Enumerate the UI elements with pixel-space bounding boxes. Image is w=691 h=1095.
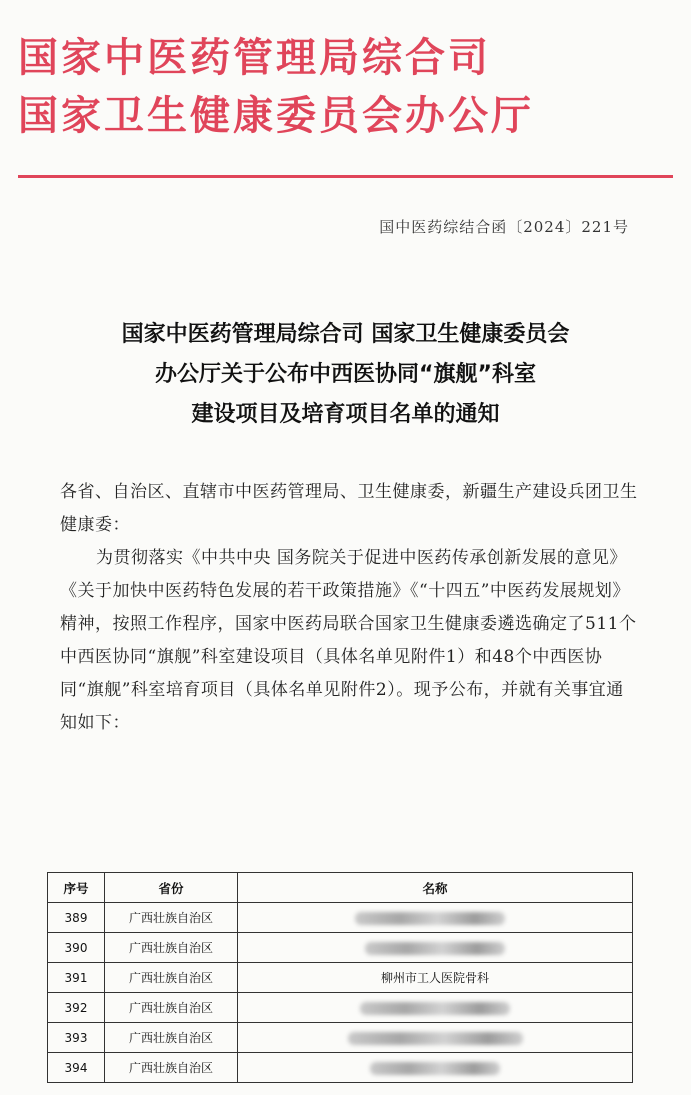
cell-no: 390 xyxy=(48,933,105,963)
table-row xyxy=(48,1023,633,1053)
table-row xyxy=(48,1053,633,1083)
cell-province: 广西壮族自治区 xyxy=(105,1053,238,1083)
issuer-line-1: 国家中医药管理局综合司 xyxy=(18,35,491,81)
title-line-1: 国家中医药管理局综合司 国家卫生健康委员会 xyxy=(121,322,570,347)
title-line-2: 办公厅关于公布中西医协同“旗舰”科室 xyxy=(155,362,536,387)
redaction-blur xyxy=(360,1002,510,1015)
cell-name-redacted xyxy=(238,903,633,933)
table-header-row xyxy=(48,873,633,903)
cell-no: 392 xyxy=(48,993,105,1023)
cell-province: 广西壮族自治区 xyxy=(105,1023,238,1053)
redaction-blur xyxy=(365,942,505,955)
title-line-3: 建设项目及培育项目名单的通知 xyxy=(191,402,500,427)
cell-no: 393 xyxy=(48,1023,105,1053)
salutation: 各省、自治区、直辖市中医药管理局、卫生健康委，新疆生产建设兵团卫生健康委： xyxy=(60,482,638,535)
header-name: 名称 xyxy=(238,873,633,903)
cell-no: 394 xyxy=(48,1053,105,1083)
table-row xyxy=(48,903,633,933)
redaction-blur xyxy=(348,1032,523,1045)
table-row xyxy=(48,933,633,963)
issuer-line-2: 国家卫生健康委员会办公厅 xyxy=(18,93,534,139)
table-row xyxy=(48,963,633,993)
cell-province: 广西壮族自治区 xyxy=(105,933,238,963)
cell-name: 柳州市工人医院骨科 xyxy=(238,963,633,993)
cell-province: 广西壮族自治区 xyxy=(105,903,238,933)
redaction-blur xyxy=(355,912,505,925)
document-number: 国中医药综结合函〔2024〕221号 xyxy=(379,218,629,236)
table-row xyxy=(48,993,633,1023)
redaction-blur xyxy=(370,1062,500,1075)
cell-name-redacted xyxy=(238,1023,633,1053)
header-no: 序号 xyxy=(48,873,105,903)
paragraph-1: 为贯彻落实《中共中央 国务院关于促进中医药传承创新发展的意见》《关于加快中医药特色发展的若干政策措施》《“十四五”中医药发展规划》精神，按照工作程序，国家中医药局联合国家卫生健康委遴选确定了511个中西医协同“旗舰”科室建设项目（具体名单见附件1）和48个中西医协同“旗舰”科室培育项目（具体名单见附件2）。现予公布，并就有关事宜通知如下： xyxy=(60,548,637,733)
cell-name-redacted xyxy=(238,933,633,963)
document-title xyxy=(0,315,691,435)
cell-no: 389 xyxy=(48,903,105,933)
cell-name-redacted xyxy=(238,1053,633,1083)
cell-name-redacted xyxy=(238,993,633,1023)
project-list-table xyxy=(47,872,633,1083)
red-divider xyxy=(18,175,673,178)
cell-no: 391 xyxy=(48,963,105,993)
cell-province: 广西壮族自治区 xyxy=(105,993,238,1023)
document-body xyxy=(60,476,640,740)
cell-province: 广西壮族自治区 xyxy=(105,963,238,993)
header-province: 省份 xyxy=(105,873,238,903)
